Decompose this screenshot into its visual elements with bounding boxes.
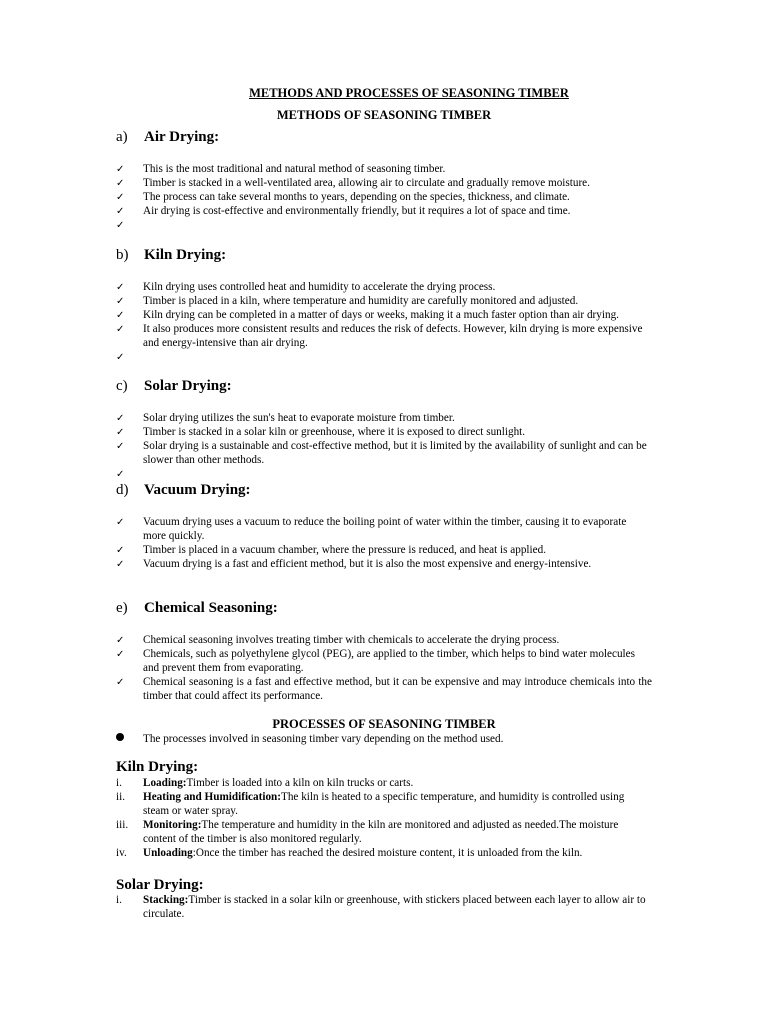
check-icon: ✓	[116, 635, 125, 646]
kiln-drying-process-heading: Kiln Drying:	[116, 759, 199, 775]
check-icon: ✓	[116, 413, 125, 424]
check-icon: ✓	[116, 468, 125, 480]
list-item: ✓ Vacuum drying uses a vacuum to reduce the boiling point of water within the timber, causing it to evaporate more quickly.	[116, 516, 627, 542]
list-item: ✓ Solar drying utilizes the sun's heat to evaporate moisture from timber.	[116, 412, 455, 424]
methods-heading: METHODS OF SEASONING TIMBER	[276, 108, 492, 122]
list-item: i. Stacking:Timber is stacked in a solar kiln or greenhouse, with stickers placed between each layer to allow air to circulate.	[116, 894, 646, 920]
list-item: ✓ Chemical seasoning is a fast and effective method, but it can be expensive and may introduce chemicals into the timber that could affect its performance.	[116, 675, 652, 702]
air-drying-list	[116, 163, 652, 233]
check-icon: ✓	[116, 191, 125, 203]
check-icon: ✓	[116, 440, 125, 452]
document-title: METHODS AND PROCESSES OF SEASONING TIMBER	[249, 86, 569, 100]
check-icon: ✓	[116, 205, 125, 217]
check-icon: ✓	[116, 426, 125, 438]
check-icon: ✓	[116, 309, 125, 321]
check-icon: ✓	[116, 323, 125, 335]
section-heading-air-drying: a) Air Drying:	[116, 129, 220, 145]
processes-heading: PROCESSES OF SEASONING TIMBER	[272, 717, 496, 731]
list-item: ✓ Timber is placed in a kiln, where temperature and humidity are carefully monitored and adjusted.	[116, 294, 579, 307]
list-item: ✓ It also produces more consistent results and reduces the risk of defects. However, kiln drying is more expensive and energy-intensive than air drying.	[116, 322, 643, 349]
check-icon: ✓	[116, 219, 125, 231]
section-heading-solar-drying: c) Solar Drying:	[116, 378, 232, 394]
kiln-drying-list	[116, 281, 652, 364]
check-icon: ✓	[116, 544, 125, 556]
section-heading-kiln-drying: b) Kiln Drying:	[116, 247, 227, 263]
section-heading-vacuum-drying: d) Vacuum Drying:	[116, 482, 251, 498]
list-item: ✓ Kiln drying can be completed in a matter of days or weeks, making it a much faster option than air drying.	[116, 308, 619, 321]
check-icon: ✓	[116, 177, 125, 189]
list-item: ✓ Timber is stacked in a solar kiln or greenhouse, where it is exposed to direct sunlight.	[116, 425, 526, 438]
section-heading-chemical-seasoning: e) Chemical Seasoning:	[116, 600, 278, 616]
bullet-icon	[116, 733, 124, 741]
check-icon: ✓	[116, 164, 125, 175]
chemical-seasoning-list	[116, 634, 652, 704]
list-item: ✓ Vacuum drying is a fast and efficient method, but it is also the most expensive and energy-intensive.	[116, 557, 592, 570]
list-item	[116, 219, 652, 233]
check-icon: ✓	[116, 676, 125, 688]
solar-drying-steps	[116, 894, 652, 922]
vacuum-drying-list	[116, 516, 652, 572]
list-item	[116, 351, 652, 365]
list-item: ✓ The process can take several months to years, depending on the species, thickness, and climate.	[116, 190, 570, 203]
list-item: ✓ Timber is placed in a vacuum chamber, where the pressure is reduced, and heat is applied.	[116, 543, 546, 556]
list-item: ✓ Chemicals, such as polyethylene glycol (PEG), are applied to the timber, which helps to bind water molecules and prevent them from evaporating.	[116, 647, 635, 674]
solar-drying-process-heading: Solar Drying:	[116, 877, 204, 893]
list-item: i. Loading:Timber is loaded into a kiln on kiln trucks or carts.	[116, 777, 414, 789]
kiln-drying-steps	[116, 777, 652, 860]
list-item: iv. Unloading:Once the timber has reached the desired moisture content, it is unloaded from the kiln.	[116, 846, 583, 859]
list-item: ii. Heating and Humidification:The kiln is heated to a specific temperature, and humidity is controlled using steam or water spray.	[116, 790, 625, 817]
check-icon: ✓	[116, 648, 125, 660]
check-icon: ✓	[116, 295, 125, 307]
list-item: ✓ This is the most traditional and natural method of seasoning timber.	[116, 163, 446, 175]
check-icon: ✓	[116, 558, 125, 570]
list-item	[116, 468, 652, 482]
check-icon: ✓	[116, 282, 125, 293]
processes-intro: The processes involved in seasoning timber vary depending on the method used.	[116, 733, 503, 745]
list-item: ✓ Timber is stacked in a well-ventilated area, allowing air to circulate and gradually remove moisture.	[116, 176, 590, 189]
list-item: ✓ Chemical seasoning involves treating timber with chemicals to accelerate the drying process.	[116, 634, 560, 646]
list-item: ✓ Air drying is cost-effective and environmentally friendly, but it requires a lot of space and time.	[116, 204, 571, 217]
check-icon: ✓	[116, 351, 125, 363]
list-item: ✓ Solar drying is a sustainable and cost-effective method, but it is limited by the availability of sunlight and can be slower than other methods.	[116, 439, 647, 466]
list-item: ✓ Kiln drying uses controlled heat and humidity to accelerate the drying process.	[116, 281, 496, 293]
check-icon: ✓	[116, 517, 125, 528]
list-item: iii. Monitoring:The temperature and humidity in the kiln are monitored and adjusted as needed.The moisture content of the timber is also monitored regularly.	[116, 818, 619, 845]
solar-drying-list	[116, 412, 652, 482]
